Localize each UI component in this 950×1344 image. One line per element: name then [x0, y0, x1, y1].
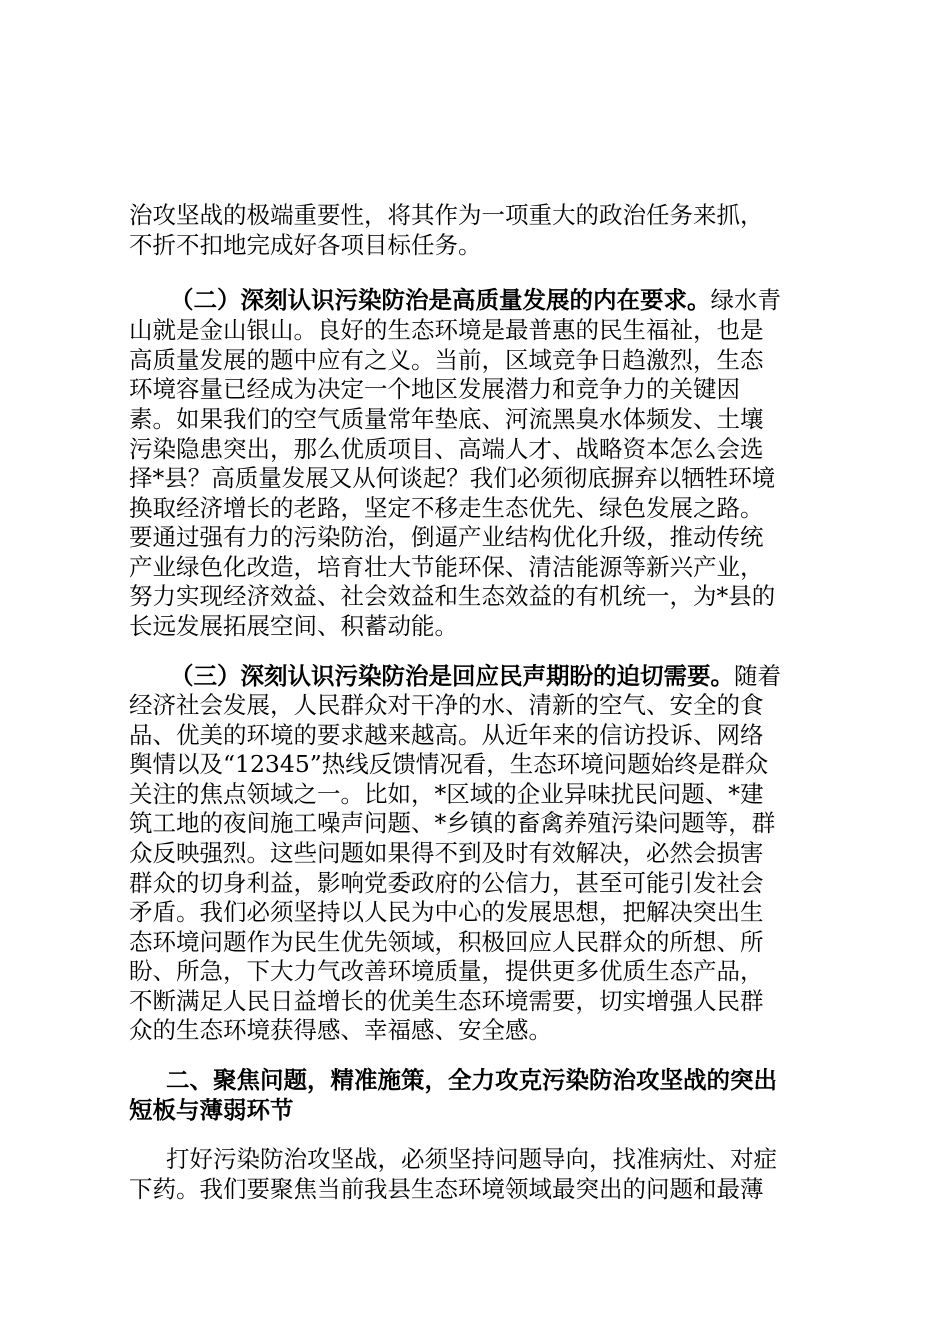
- section-heading-line: [0, 1065, 950, 1124]
- paragraph-line: [0, 463, 950, 522]
- paragraph-line: [0, 778, 950, 837]
- paragraph-line: [0, 808, 950, 867]
- paragraph-first-line: [0, 1114, 950, 1173]
- paragraph-line: [0, 522, 950, 581]
- line-text: 下药。我们要聚焦当前我县生态环境领域最突出的问题和最薄: [129, 1175, 764, 1203]
- paragraph-line: [0, 374, 950, 433]
- paragraph-line: [0, 581, 950, 640]
- paragraph-line: [0, 200, 950, 259]
- paragraph-line: [0, 433, 950, 492]
- paragraph-line: [0, 404, 950, 463]
- paragraph-first-line: [0, 255, 950, 314]
- line-text: 态环境问题作为民生优先领域，积极回应人民群众的所想、所: [129, 928, 764, 956]
- line-text: 矛盾。我们必须坚持以人民为中心的发展思想，把解决突出生: [129, 898, 764, 926]
- section-heading: 短板与薄弱环节: [129, 1096, 294, 1124]
- paragraph-line: [0, 897, 950, 956]
- paragraph-line: [0, 285, 950, 344]
- line-text: 不断满足人民日益增长的优美生态环境需要，切实增强人民群: [129, 987, 764, 1015]
- line-text: 舆情以及“12345”热线反馈情况看，生态环境问题始终是群众: [129, 750, 769, 778]
- section-heading: 二、聚焦问题，精准施策，全力攻克污染防治攻坚战的突出: [166, 1066, 777, 1094]
- paragraph-line: [0, 344, 950, 403]
- line-text: 绿水青: [710, 286, 781, 314]
- line-text: 择*县？高质量发展又从何谈起？我们必须彻底摒弃以牺牲环境: [129, 464, 776, 492]
- line-text: 治攻坚战的极端重要性，将其作为一项重大的政治任务来抓，: [129, 201, 764, 229]
- line-text: 换取经济增长的老路，坚定不移走生态优先、绿色发展之路。: [129, 494, 764, 522]
- line-text: 要通过强有力的污染防治，倒逼产业结构优化升级，推动传统: [129, 523, 764, 551]
- paragraph-line: [0, 315, 950, 374]
- line-text: 素。如果我们的空气质量常年垫底、河流黑臭水体频发、土壤: [129, 405, 764, 433]
- line-text: 品、优美的环境的要求越来越高。从近年来的信访投诉、网络: [129, 721, 764, 749]
- line-text: 长远发展拓展空间、积蓄动能。: [129, 612, 458, 640]
- line-text: 产业绿色化改造，培育壮大节能环保、清洁能源等新兴产业，: [129, 553, 764, 581]
- line-text: 山就是金山银山。良好的生态环境是最普惠的民生福祉，也是: [129, 316, 764, 344]
- paragraph-line: [0, 926, 950, 985]
- subsection-heading: （三）深刻认识污染防治是回应民声期盼的迫切需要。: [170, 662, 734, 690]
- line-text: 关注的焦点领域之一。比如，*区域的企业异味扰民问题、*建: [129, 780, 764, 808]
- line-text: 打好污染防治攻坚战，必须坚持问题导向，找准病灶、对症: [166, 1145, 777, 1173]
- paragraph-line: [0, 660, 950, 719]
- subsection-heading: （二）深刻认识污染防治是高质量发展的内在要求。: [170, 286, 711, 314]
- paragraph-line: [0, 492, 950, 551]
- paragraph-first-line: [0, 631, 950, 690]
- line-text: 筑工地的夜间施工噪声问题、*乡镇的畜禽养殖污染问题等，群: [129, 809, 776, 837]
- line-text: 努力实现经济效益、社会效益和生态效益的有机统一，为*县的: [129, 582, 776, 610]
- line-text: 经济社会发展，人民群众对干净的水、清新的空气、安全的食: [129, 691, 764, 719]
- line-text: 众反映强烈。这些问题如果得不到及时有效解决，必然会损害: [129, 839, 764, 867]
- line-text: 众的生态环境获得感、幸福感、安全感。: [129, 1016, 552, 1044]
- paragraph-line: [0, 551, 950, 610]
- paragraph-line: [0, 867, 950, 926]
- line-text: 污染隐患突出，那么优质项目、高端人才、战略资本怎么会选: [129, 435, 764, 463]
- paragraph-line: [0, 985, 950, 1044]
- paragraph-line: [0, 719, 950, 778]
- paragraph-line: [0, 956, 950, 1015]
- paragraph-line: [0, 690, 950, 749]
- paragraph-line: [0, 749, 950, 808]
- line-text: 随着: [734, 662, 781, 690]
- paragraph-line: [0, 1144, 950, 1203]
- line-text: 盼、所急，下大力气改善环境质量，提供更多优质生态产品，: [129, 957, 764, 985]
- line-text: 不折不扣地完成好各项目标任务。: [129, 231, 482, 259]
- line-text: 高质量发展的题中应有之义。当前，区域竞争日趋激烈，生态: [129, 346, 764, 374]
- section-heading-line: [0, 1035, 950, 1094]
- line-text: 群众的切身利益，影响党委政府的公信力，甚至可能引发社会: [129, 869, 764, 897]
- paragraph-line: [0, 838, 950, 897]
- line-text: 环境容量已经成为决定一个地区发展潜力和竞争力的关键因: [129, 375, 740, 403]
- paragraph-line: [0, 170, 950, 229]
